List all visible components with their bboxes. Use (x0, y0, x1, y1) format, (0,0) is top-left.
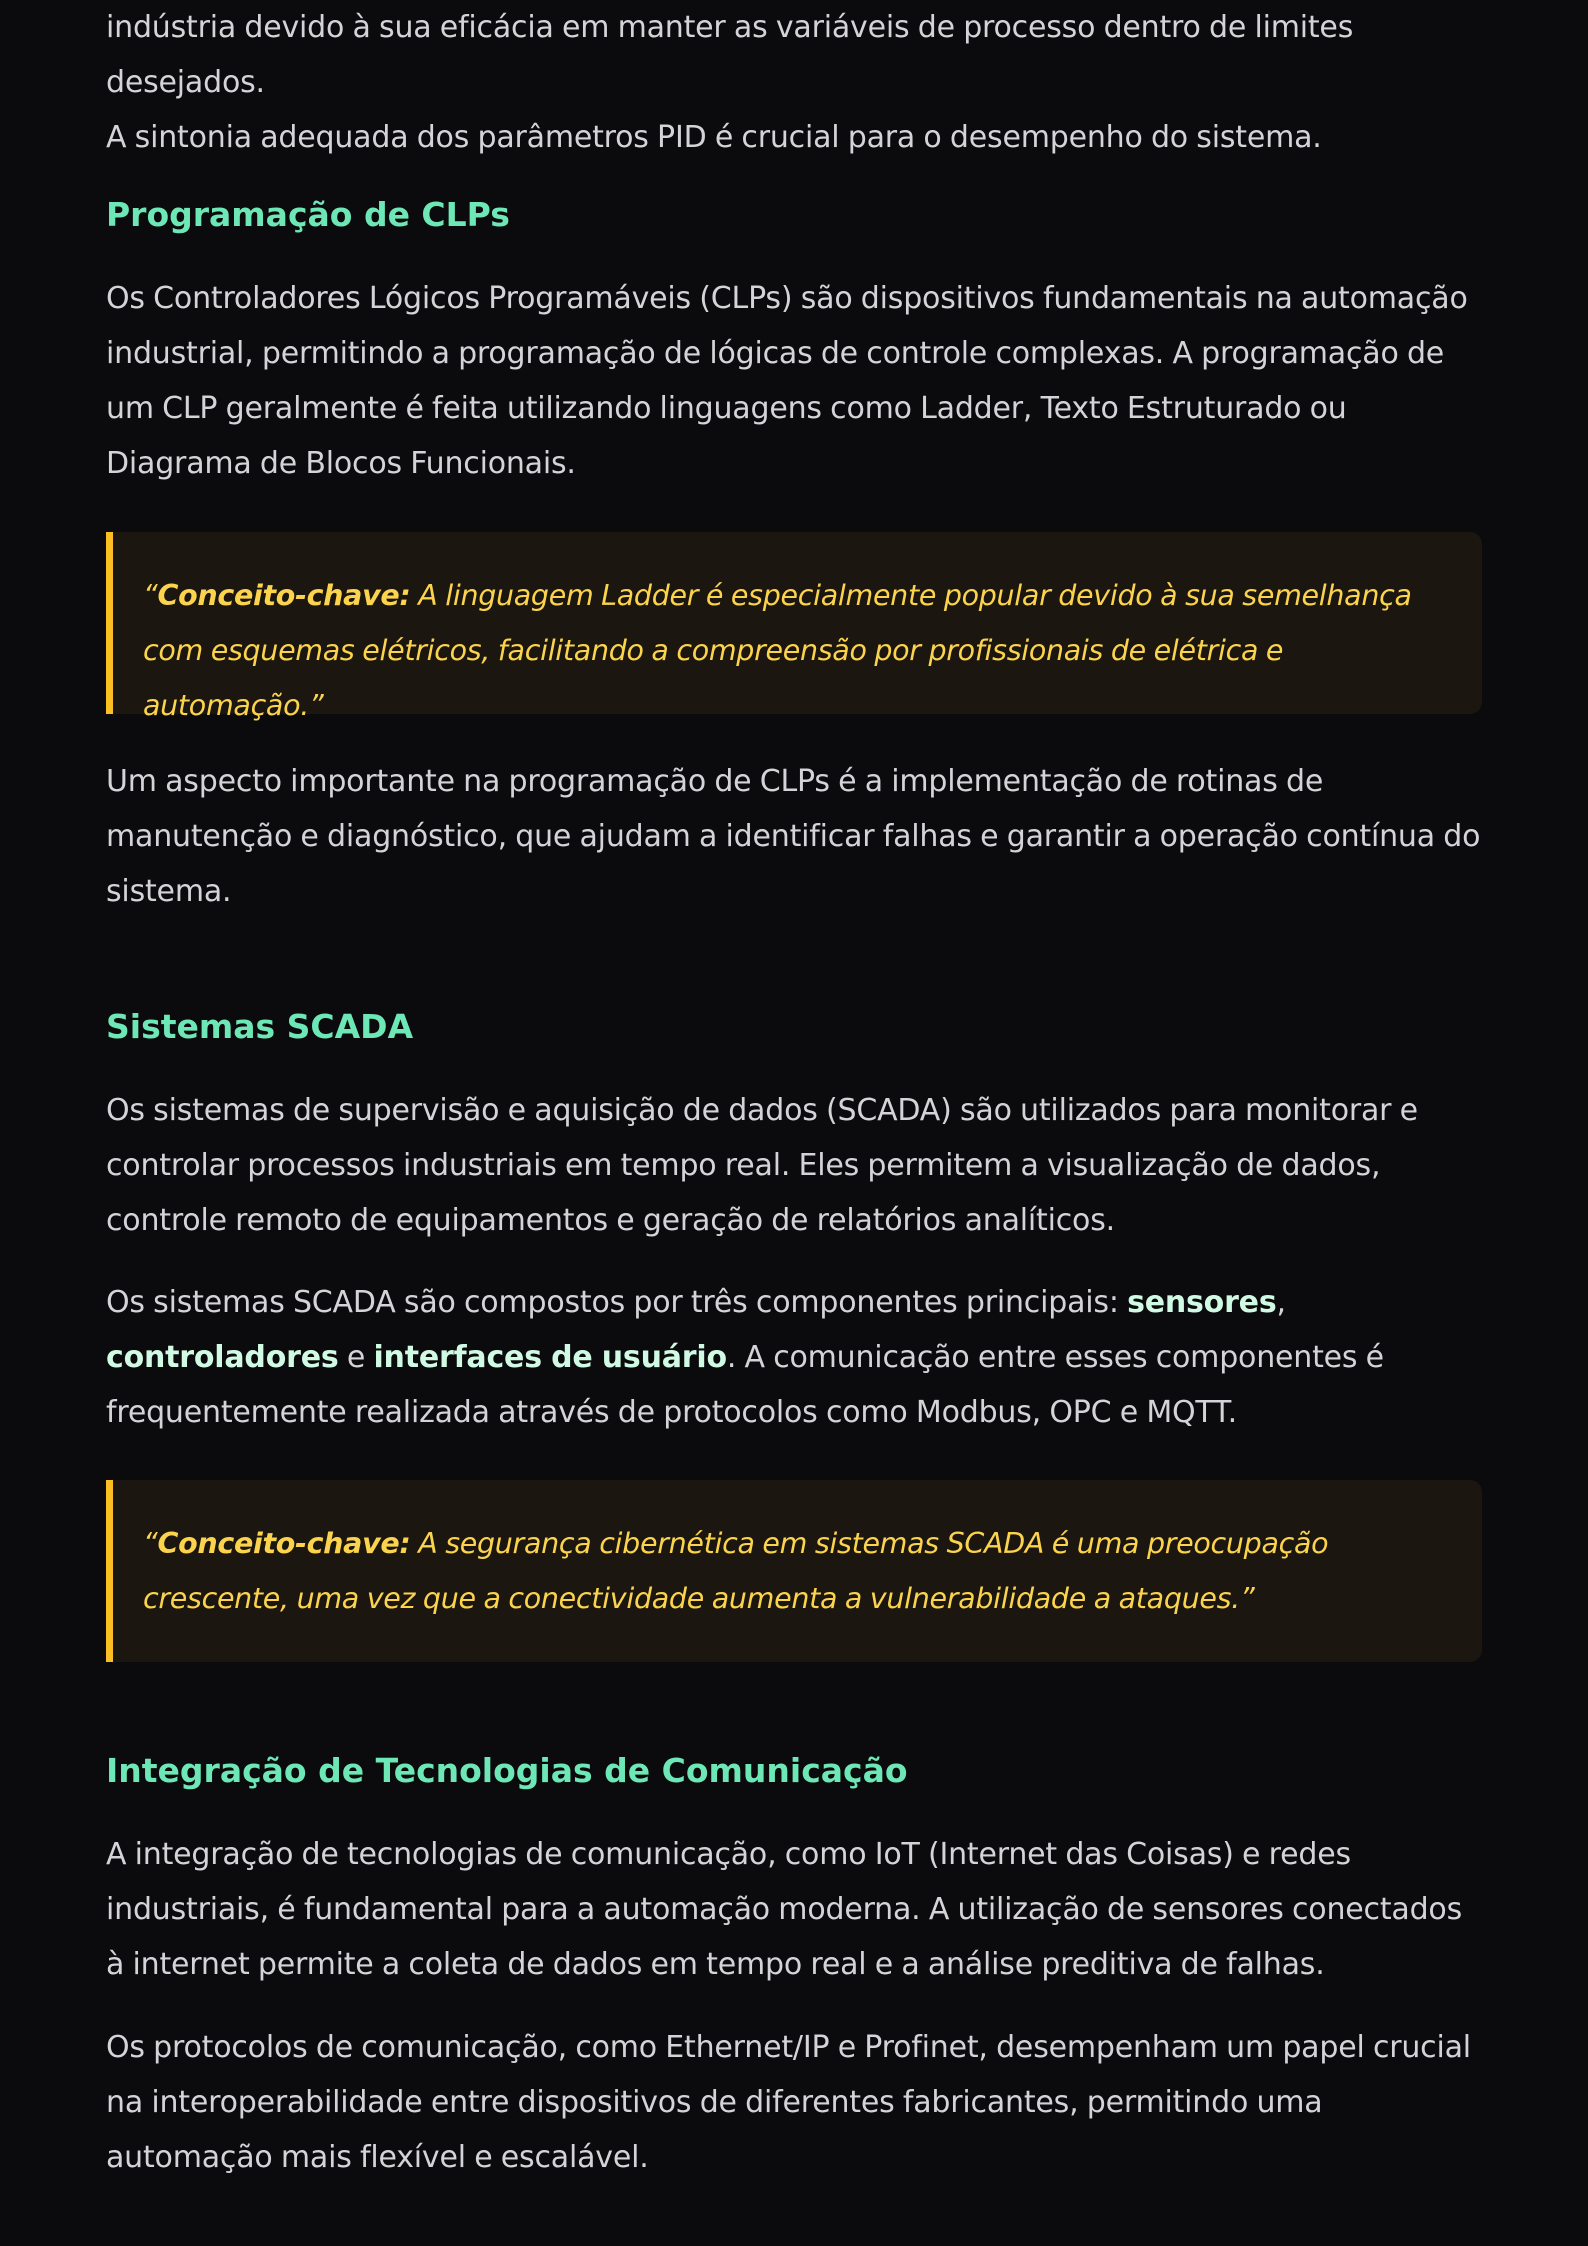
term-controladores: controladores (106, 1340, 339, 1375)
section-heading-scada: Sistemas SCADA (106, 1007, 414, 1046)
quote-text: A segurança cibernética em sistemas SCADA é uma preocupação crescente, uma vez que a conectividade aumenta a vulnerabilidade a ataques.” (143, 1527, 1329, 1615)
scada-p2-before: Os sistemas SCADA são compostos por três componentes principais: (106, 1285, 1128, 1320)
quote-open-mark: “ (143, 1527, 158, 1560)
intro-paragraph (106, 0, 1482, 165)
term-interfaces: interfaces de usuário (373, 1340, 727, 1375)
intro-line-2: A sintonia adequada dos parâmetros PID é crucial para o desempenho do sistema. (106, 120, 1322, 155)
clp-key-concept-quote (106, 532, 1482, 722)
intro-line-1: indústria devido à sua eficácia em manter as variáveis de processo dentro de limites desejados. (106, 10, 1354, 100)
section-heading-clp: Programação de CLPs (106, 195, 510, 234)
scada-key-concept-quote (106, 1480, 1482, 1662)
section-heading-integration: Integração de Tecnologias de Comunicação (106, 1751, 908, 1790)
scada-p2-after: . A comunicação entre esses componentes é frequentemente realizada através de protocolos como Modbus, OPC e MQTT. (106, 1340, 1384, 1430)
scada-paragraph-1: Os sistemas de supervisão e aquisição de dados (SCADA) são utilizados para monitorar e controlar processos industriais em tempo real. Eles permitem a visualização de dados, controle remoto de equipamentos e geração de relatórios analíticos. (106, 1093, 1418, 1238)
clp-paragraph-1: Os Controladores Lógicos Programáveis (CLPs) são dispositivos fundamentais na automação industrial, permitindo a programação de lógicas de controle complexas. A programação de um CLP geralmente é feita utilizando linguagens como Ladder, Texto Estruturado ou Diagrama de Blocos Funcionais. (106, 281, 1468, 481)
quote-label: Conceito-chave: (157, 1527, 411, 1560)
quote-open-mark: “ (143, 579, 158, 612)
integration-paragraph-2: Os protocolos de comunicação, como Ethernet/IP e Profinet, desempenham um papel crucial na interoperabilidade entre dispositivos de diferentes fabricantes, permitindo uma automação mais flexível e escalável. (106, 2030, 1471, 2175)
integration-paragraph-1: A integração de tecnologias de comunicação, como IoT (Internet das Coisas) e redes industriais, é fundamental para a automação moderna. A utilização de sensores conectados à internet permite a coleta de dados em tempo real e a análise preditiva de falhas. (106, 1837, 1462, 1982)
scada-paragraph-2 (106, 1275, 1482, 1440)
term-sensores: sensores (1127, 1285, 1277, 1320)
quote-label: Conceito-chave: (157, 579, 411, 612)
scada-p2-sep2: e (338, 1340, 374, 1375)
clp-paragraph-2: Um aspecto importante na programação de CLPs é a implementação de rotinas de manutenção e diagnóstico, que ajudam a identificar falhas e garantir a operação contínua do sistema. (106, 764, 1481, 909)
scada-p2-sep1: , (1276, 1285, 1286, 1320)
quote-text: A linguagem Ladder é especialmente popular devido à sua semelhança com esquemas elétricos, facilitando a compreensão por profissionais de elétrica e automação.” (143, 579, 1412, 722)
intro-block (106, 0, 1482, 165)
